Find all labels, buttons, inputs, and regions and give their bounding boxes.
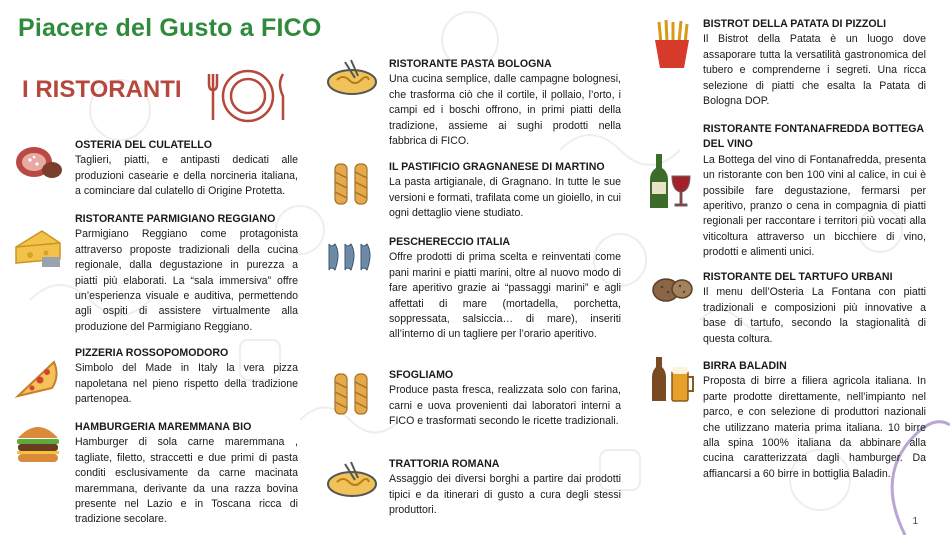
salami-icon [12, 140, 64, 182]
restaurant-description: Una cucina semplice, dalle campagne bolognesi, che trasforma ciò che il cortile, il pollaio, l’orto, i campi ed i boschi offrono, in primi piatti della tradizione, assieme ai sughi prodotti nella fabbrica di FICO. [389, 73, 621, 148]
section-subtitle: I RISTORANTI [22, 76, 182, 103]
restaurant-name: RISTORANTE FONTANAFREDDA BOTTEGA DEL VINO [703, 123, 924, 151]
restaurant-description: La pasta artigianale, di Gragnano. In tutte le sue versioni e formati, trafilata come un gioiello, in cui ogni dettaglio viene studiato. [389, 176, 621, 220]
restaurant-description: Assaggio dei diversi borghi a partire dai prodotti tipici e da itinerari di gusto a cura degli stessi produttori. [389, 473, 621, 517]
restaurant-name: PESCHERECCIO ITALIA [389, 236, 511, 248]
restaurant-name: RISTORANTE DEL TARTUFO URBANI [703, 271, 893, 283]
restaurant-name: OSTERIA DEL CULATELLO [75, 139, 212, 151]
pasta-bowl-icon [325, 460, 379, 500]
restaurant-description: Parmigiano Reggiano come protagonista attraverso proposte tradizionali della cucina regionale, dalla degustazione in purezza a piatti più elaborati. La “sala immersiva” offre un’esperienza visuale e auditiva, permettendo agli ospiti di assistere virtualmente alla produzione del Parmigiano Reggiano. [75, 228, 298, 333]
hamburger-icon [12, 420, 64, 464]
restaurant-name: HAMBURGERIA MAREMMANA BIO [75, 421, 252, 433]
restaurant-name: RISTORANTE PASTA BOLOGNA [389, 58, 552, 70]
pizza-slice-icon [14, 358, 62, 400]
restaurant-name: IL PASTIFICIO GRAGNANESE DI MARTINO [389, 161, 605, 173]
restaurant-name: BISTROT DELLA PATATA DI PIZZOLI [703, 18, 887, 30]
restaurant-description: Il Bistrot della Patata è un luogo dove assaporare tutta la versatilità gastronomica del tubero e comprenderne i segreti. Una ricca selezione di piatti che esalta la Patata di Bologna DOP. [703, 33, 926, 108]
restaurant-entry [703, 17, 926, 109]
restaurant-entry [389, 368, 621, 430]
restaurant-name: RISTORANTE PARMIGIANO REGGIANO [75, 213, 276, 225]
restaurant-name: SFOGLIAMO [389, 369, 454, 381]
restaurant-name: PIZZERIA ROSSOPOMODORO [75, 347, 229, 359]
restaurant-name: BIRRA BALADIN [703, 360, 787, 372]
cheese-icon [12, 225, 64, 270]
french-fries-icon [651, 18, 693, 70]
restaurant-entry [389, 57, 621, 149]
restaurant-entry [75, 420, 298, 528]
fish-icon [327, 238, 379, 276]
page-number: 1 [912, 516, 918, 527]
restaurant-description: Offre prodotti di prima scelta e reinventati come pani marini e piatti marini, oltre al nuovo modo di fare aperitivo grazie ai “passaggi marini” e agli affettati di mare (mortadella, porchetta, soppressata, salsiccia… di mare), inseriti all’interno di un tagliere per l’orario aperitivo. [389, 251, 621, 341]
truffle-icon [650, 272, 694, 304]
restaurant-entry [389, 457, 621, 519]
pasta-fusilli-icon [327, 372, 375, 416]
restaurant-entry [75, 138, 298, 200]
restaurant-entry [389, 160, 621, 222]
restaurant-entry [703, 359, 926, 482]
restaurant-description: Produce pasta fresca, realizzata solo con farina, carni e uova provenienti dai laboratori interni a FICO e trasformati secondo le ricette tradizionali. [389, 384, 621, 428]
plate-cutlery-icon [203, 66, 293, 126]
pasta-fusilli-icon [327, 162, 375, 206]
restaurant-description: Taglieri, piatti, e antipasti dedicati alle produzioni casearie e della norcineria italiana, a cominciare dal culatello di Origine Protetta. [75, 154, 298, 198]
restaurant-description: Il menu dell’Osteria La Fontana con piatti tradizionali e composizioni più innovative a base di tartufo, secondo la stagionalità di questa coltura. [703, 286, 926, 345]
restaurant-entry [75, 346, 298, 408]
restaurant-entry [75, 212, 298, 335]
restaurant-entry [389, 235, 621, 343]
restaurant-description: La Bottega del vino di Fontanafredda, presenta un ristorante con ben 100 vini al calice, in cui è possibile fare degustazione, fermarsi per aperitivo, pranzo o cena in compagnia di piatti regionali per raccontare i territori più vocati alla viticoltura attraverso un bicchiere di vino, prodotti e alimenti unici. [703, 153, 926, 259]
restaurant-entry [703, 122, 926, 261]
restaurant-description: Proposta di birre a filiera agricola italiana. In parte prodotte direttamente, nell’impianto nel parco, e con selezione di produttori nazionali che utilizzano materia prima italiana. 10 birre alla spina 100% italiana da abbinare alla cucina caratterizzata dagli hamburger. Da affiancarsi a 60 birre in bottiglia Baladin. [703, 375, 926, 480]
restaurant-entry [703, 270, 926, 347]
beer-icon [650, 355, 696, 403]
page-title: Piacere del Gusto a FICO [18, 14, 322, 42]
pasta-bowl-icon [325, 58, 379, 98]
wine-bottle-icon [646, 152, 694, 210]
restaurant-description: Simbolo del Made in Italy la vera pizza napoletana nel pieno rispetto della tradizione partenopea. [75, 362, 298, 406]
restaurant-name: TRATTORIA ROMANA [389, 458, 500, 470]
restaurant-description: Hamburger di sola carne maremmana , tagliate, filetto, straccetti e due primi di pasta conditi esclusivamente da carne macinata maremmana, derivante da una razza bovina presente nel Lazio e in Toscana ricca di tradizione secolare. [75, 436, 298, 526]
